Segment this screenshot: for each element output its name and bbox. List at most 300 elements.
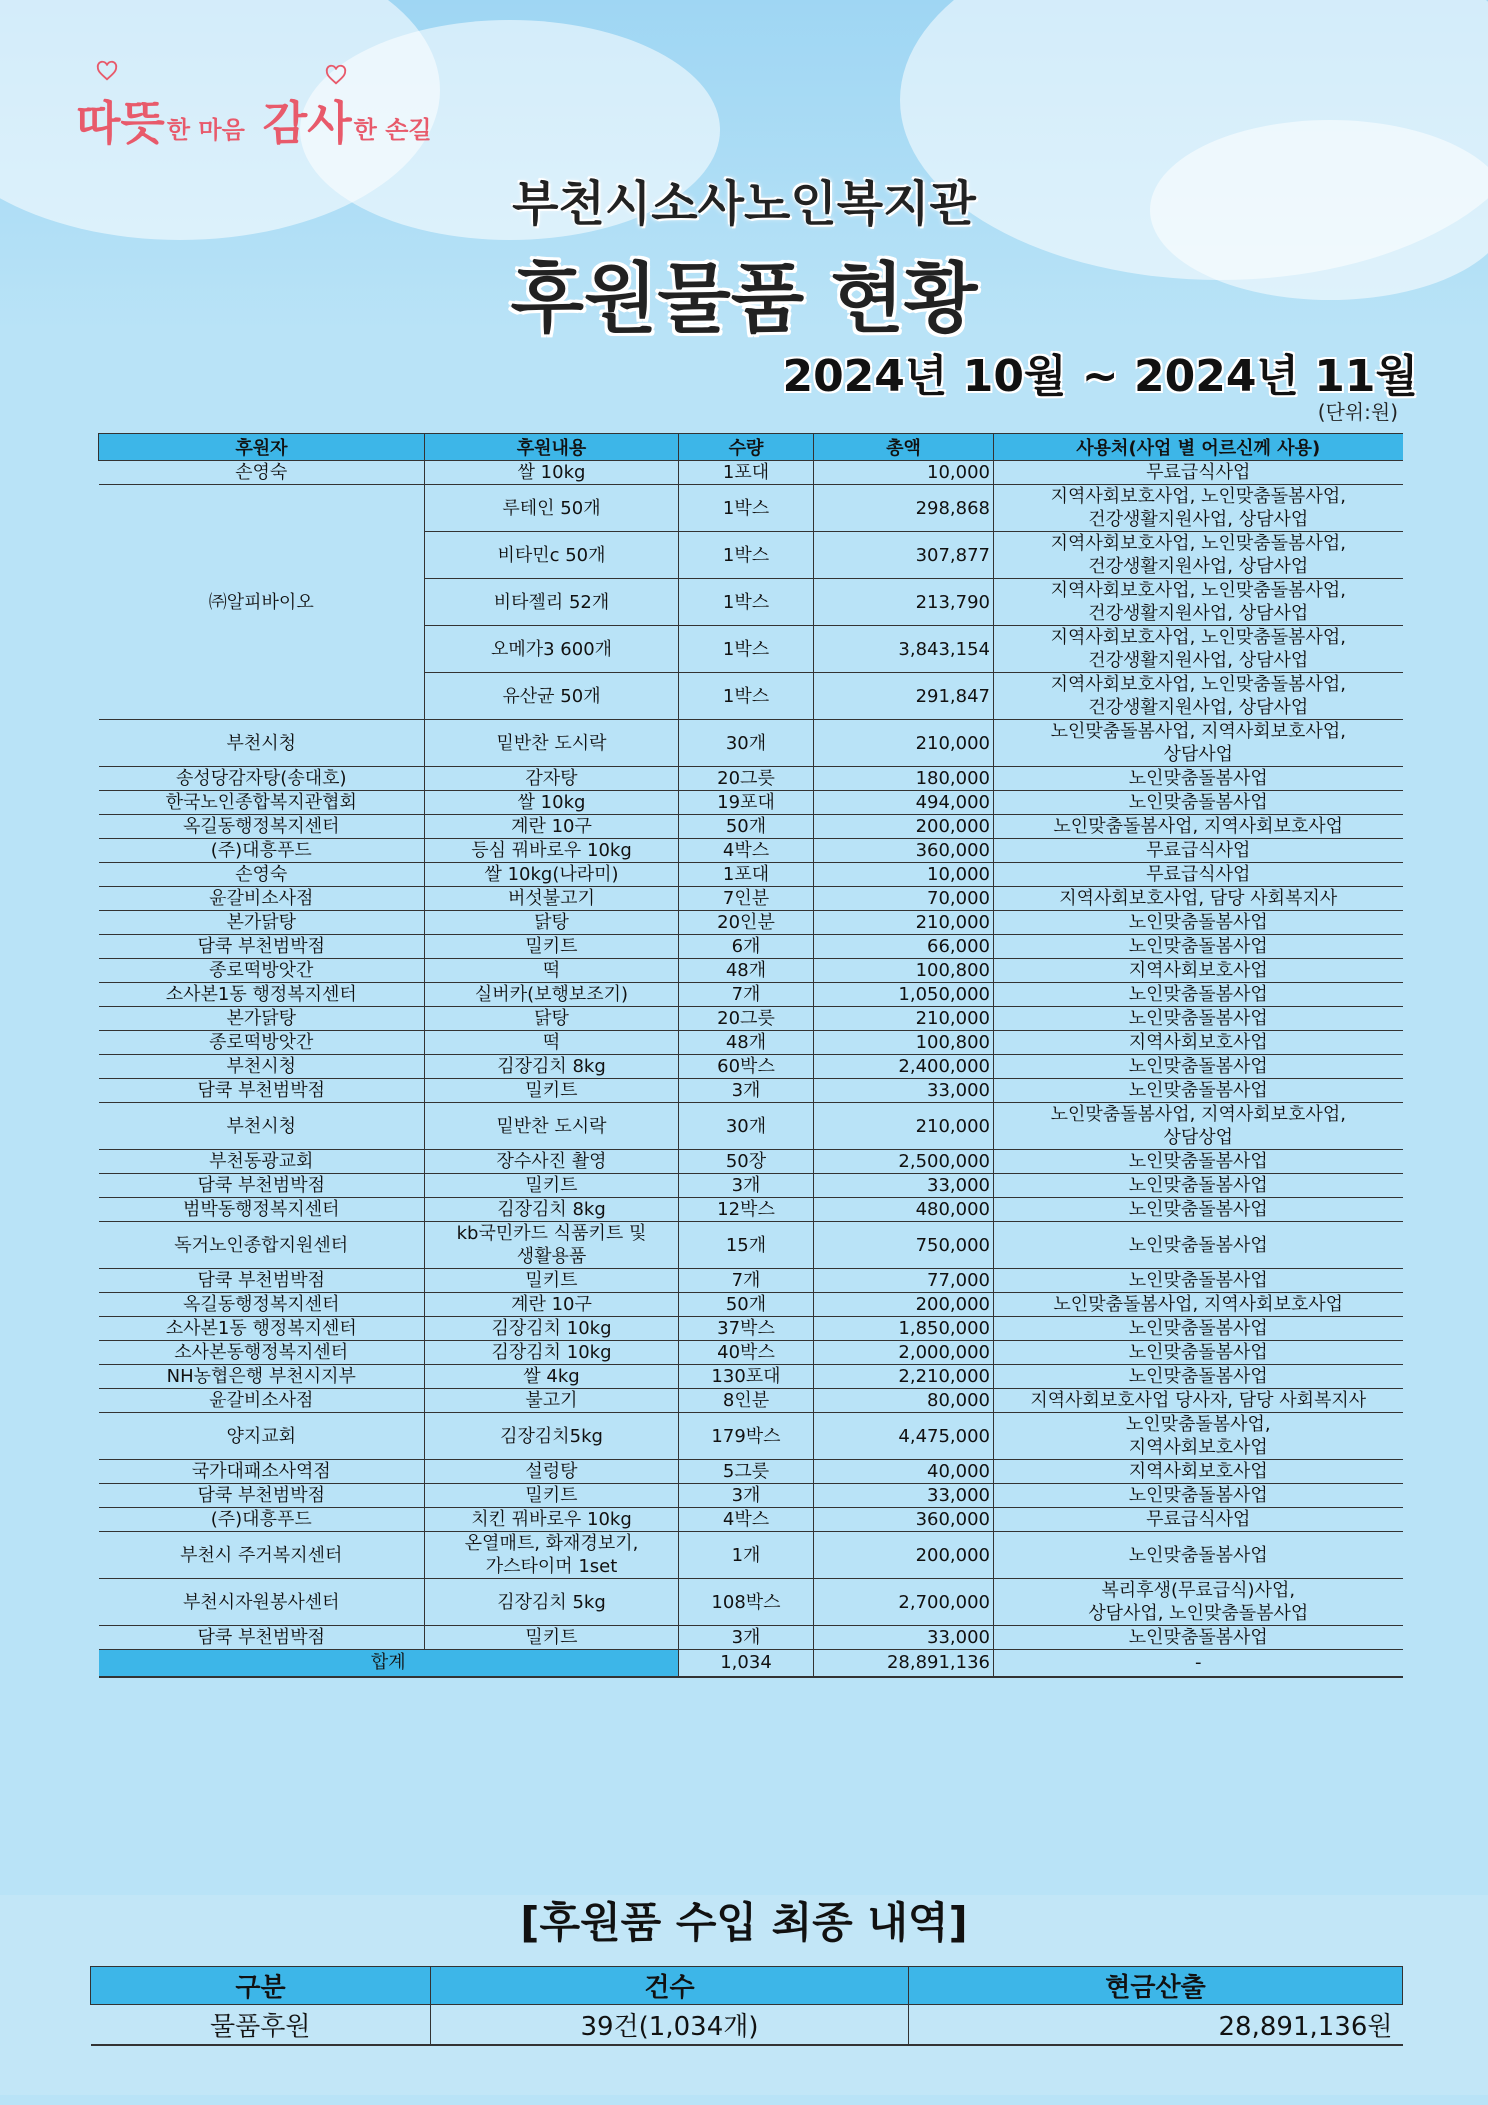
cell-text: 무료급식사업 [1146, 1509, 1251, 1530]
column-header: 현금산출 [909, 1967, 1403, 2005]
qty-cell: 20그릇 [679, 767, 814, 791]
item-cell [425, 767, 679, 791]
cell-text: 노인맞춤돌봄사업, [1125, 1414, 1271, 1435]
cell-text: 노인맞춤돌봄사업 [1128, 984, 1268, 1005]
cell-text: 떡 [542, 960, 561, 981]
cell-text: 쌀 10kg [517, 462, 586, 483]
total-row [99, 1650, 1403, 1678]
cell-text: 지역사회보호사업 [1128, 1461, 1268, 1482]
qty-cell: 8인분 [679, 1389, 814, 1413]
donation-table [98, 433, 1403, 1678]
cell-text: 지역사회보호사업, 노인맞춤돌봄사업, [1050, 627, 1346, 648]
amount-cell: 210,000 [814, 1103, 994, 1150]
qty-cell: 1포대 [679, 863, 814, 887]
usage-cell [994, 983, 1403, 1007]
table-row [99, 1103, 1403, 1150]
item-cell [425, 673, 679, 720]
table-row [99, 1150, 1403, 1174]
qty-cell: 20인분 [679, 911, 814, 935]
usage-cell [994, 1389, 1403, 1413]
item-cell [425, 1222, 679, 1269]
item-cell [425, 1293, 679, 1317]
qty-cell: 1박스 [679, 532, 814, 579]
item-cell [425, 1341, 679, 1365]
usage-cell [994, 1317, 1403, 1341]
total-use: - [994, 1650, 1403, 1678]
amount-cell: 210,000 [814, 911, 994, 935]
usage-cell [994, 791, 1403, 815]
item-cell [425, 1484, 679, 1508]
table-row [99, 839, 1403, 863]
item-cell [425, 959, 679, 983]
cell-text: 김장김치 5kg [497, 1591, 606, 1613]
cell-text: 밀키트 [525, 1080, 578, 1101]
table-row [99, 1007, 1403, 1031]
cell-text: kb국민카드 식품키트 및 [456, 1223, 647, 1244]
cell-text: 노인맞춤돌봄사업 [1128, 1199, 1268, 1220]
table-row [99, 767, 1403, 791]
cell-text: 노인맞춤돌봄사업, 지역사회보호사업 [1053, 816, 1344, 837]
qty-cell: 48개 [679, 1031, 814, 1055]
amount-cell: 2,000,000 [814, 1341, 994, 1365]
item-cell [425, 1317, 679, 1341]
table-row [99, 1484, 1403, 1508]
logo-text: 감사 [262, 96, 352, 150]
item-cell [425, 461, 679, 485]
donor-cell: 부천시청 [99, 720, 425, 767]
cell-text: 노인맞춤돌봄사업 [1128, 1342, 1268, 1363]
qty-cell: 48개 [679, 959, 814, 983]
total-qty: 1,034 [679, 1650, 814, 1678]
cell-text: 버섯불고기 [508, 888, 595, 909]
amount-cell: 100,800 [814, 959, 994, 983]
item-cell [425, 791, 679, 815]
cell-text: 비타젤리 52개 [493, 591, 610, 613]
table-row [99, 1365, 1403, 1389]
qty-cell: 3개 [679, 1174, 814, 1198]
cell-text: 비타민c 50개 [497, 544, 606, 566]
table-row [99, 1341, 1403, 1365]
column-header: 후원자 [99, 434, 425, 461]
qty-cell: 179박스 [679, 1413, 814, 1460]
table-row [99, 911, 1403, 935]
table-row [99, 1198, 1403, 1222]
donor-cell: 국가대패소사역점 [99, 1460, 425, 1484]
cell-text: 실버카(보행보조기) [474, 984, 629, 1005]
qty-cell: 1박스 [679, 626, 814, 673]
table-header-row [99, 434, 1403, 461]
summary-header-row [91, 1967, 1403, 2005]
cell-text: 노인맞춤돌봄사업 [1128, 1318, 1268, 1339]
cell-text: 김장김치 10kg [491, 1342, 612, 1363]
amount-cell: 77,000 [814, 1269, 994, 1293]
qty-cell: 7인분 [679, 887, 814, 911]
column-header: 사용처(사업 별 어르신께 사용) [994, 434, 1403, 461]
qty-cell: 37박스 [679, 1317, 814, 1341]
table-row [99, 1626, 1403, 1650]
cell-text: 노인맞춤돌봄사업 [1128, 912, 1268, 933]
cell-text: 노인맞춤돌봄사업 [1128, 1234, 1268, 1256]
table-row [99, 1031, 1403, 1055]
amount-cell: 213,790 [814, 579, 994, 626]
cell-text: 생활용품 [516, 1246, 587, 1267]
item-cell [425, 839, 679, 863]
logo [76, 66, 436, 150]
cell-text: 밀키트 [525, 1175, 578, 1196]
qty-cell: 7개 [679, 983, 814, 1007]
cell-text: 노인맞춤돌봄사업 [1128, 1175, 1268, 1196]
donor-cell: 종로떡방앗간 [99, 959, 425, 983]
cell-text: 노인맞춤돌봄사업 [1128, 1270, 1268, 1291]
amount-cell: 210,000 [814, 720, 994, 767]
usage-cell [994, 673, 1403, 720]
table-row [99, 1317, 1403, 1341]
qty-cell: 4박스 [679, 1508, 814, 1532]
donor-cell: 종로떡방앗간 [99, 1031, 425, 1055]
donor-cell: 손영숙 [99, 461, 425, 485]
total-label: 합계 [99, 1650, 679, 1678]
usage-cell [994, 1079, 1403, 1103]
cell-text: 무료급식사업 [1146, 840, 1251, 861]
usage-cell [994, 935, 1403, 959]
table-row [99, 1293, 1403, 1317]
item-cell [425, 1269, 679, 1293]
table-row [99, 720, 1403, 767]
donor-cell: ㈜알피바이오 [99, 485, 425, 720]
total-amount: 28,891,136 [814, 1650, 994, 1678]
item-cell [425, 983, 679, 1007]
cell-text: 지역사회보호사업, 노인맞춤돌봄사업, [1050, 674, 1346, 695]
qty-cell: 108박스 [679, 1579, 814, 1626]
usage-cell [994, 461, 1403, 485]
cell-text: 노인맞춤돌봄사업 [1128, 1151, 1268, 1172]
table-row [99, 935, 1403, 959]
cell-text: 유산균 50개 [502, 685, 601, 707]
item-cell [425, 532, 679, 579]
cell-text: 등심 꿔바로우 10kg [471, 840, 632, 861]
usage-cell [994, 720, 1403, 767]
heart-icon [325, 64, 347, 86]
item-cell [425, 485, 679, 532]
usage-cell [994, 532, 1403, 579]
cell-text: 떡 [542, 1032, 561, 1053]
qty-cell: 1박스 [679, 673, 814, 720]
amount-cell: 200,000 [814, 1293, 994, 1317]
cell-text: 설렁탕 [525, 1461, 578, 1482]
logo-text: 한 손길 [353, 116, 432, 144]
usage-cell [994, 1103, 1403, 1150]
cell-text: 무료급식사업 [1146, 864, 1251, 885]
cell-text: 지역사회보호사업 [1128, 960, 1268, 981]
cell-text: 지역사회보호사업 [1128, 1032, 1268, 1053]
table-row [99, 1222, 1403, 1269]
item-cell [425, 1389, 679, 1413]
qty-cell: 30개 [679, 720, 814, 767]
donor-cell: 독거노인종합지원센터 [99, 1222, 425, 1269]
cell-text: 감자탕 [525, 768, 578, 789]
cell-text: 건강생활지원사업, 상담사업 [1088, 650, 1309, 671]
qty-cell: 50개 [679, 1293, 814, 1317]
table-row [99, 959, 1403, 983]
cell-text: 쌀 4kg [523, 1366, 580, 1387]
table-row [99, 1079, 1403, 1103]
usage-cell [994, 1222, 1403, 1269]
usage-cell [994, 1579, 1403, 1626]
cell-text: 장수사진 촬영 [496, 1151, 607, 1172]
amount-cell: 1,050,000 [814, 983, 994, 1007]
cell-text: 지역사회보호사업, 노인맞춤돌봄사업, [1050, 486, 1346, 507]
table-row [99, 1532, 1403, 1579]
amount-cell: 10,000 [814, 863, 994, 887]
cell-text: 지역사회보호사업 [1128, 1437, 1268, 1458]
usage-cell [994, 1150, 1403, 1174]
donor-cell: NH농협은행 부천시지부 [99, 1365, 425, 1389]
qty-cell: 12박스 [679, 1198, 814, 1222]
usage-cell [994, 1460, 1403, 1484]
donor-cell: (주)대흥푸드 [99, 1508, 425, 1532]
usage-cell [994, 1365, 1403, 1389]
donor-cell: 윤갈비소사점 [99, 1389, 425, 1413]
usage-cell [994, 1626, 1403, 1650]
table-row [99, 1460, 1403, 1484]
donor-cell: 담쿡 부천범박점 [99, 935, 425, 959]
amount-cell: 4,475,000 [814, 1413, 994, 1460]
usage-cell [994, 1007, 1403, 1031]
usage-cell [994, 863, 1403, 887]
amount-cell: 480,000 [814, 1198, 994, 1222]
table-row [99, 461, 1403, 485]
cell-text: 쌀 10kg(나라미) [484, 864, 619, 885]
cell-text: 건강생활지원사업, 상담사업 [1088, 509, 1309, 530]
amount-cell: 10,000 [814, 461, 994, 485]
usage-cell [994, 1055, 1403, 1079]
item-cell [425, 887, 679, 911]
column-header: 후원내용 [425, 434, 679, 461]
logo-text: 한 마음 [166, 116, 245, 144]
amount-cell: 307,877 [814, 532, 994, 579]
amount-cell: 33,000 [814, 1626, 994, 1650]
table-row [99, 1174, 1403, 1198]
cell-text: 노인맞춤돌봄사업 [1128, 768, 1268, 789]
item-cell [425, 1007, 679, 1031]
cell-text: 밑반찬 도시락 [496, 732, 607, 754]
usage-cell [994, 1484, 1403, 1508]
amount-cell: 2,500,000 [814, 1150, 994, 1174]
qty-cell: 3개 [679, 1626, 814, 1650]
item-cell [425, 1413, 679, 1460]
qty-cell: 1포대 [679, 461, 814, 485]
cell-text: 노인맞춤돌봄사업 [1128, 1080, 1268, 1101]
usage-cell [994, 1413, 1403, 1460]
cell-text: 상담사업 [1163, 744, 1234, 765]
item-cell [425, 1198, 679, 1222]
item-cell [425, 1508, 679, 1532]
cell-text: 노인맞춤돌봄사업, 지역사회보호사업 [1053, 1294, 1344, 1315]
amount-cell: 80,000 [814, 1389, 994, 1413]
summary-row [91, 2005, 1403, 2046]
qty-cell: 3개 [679, 1484, 814, 1508]
period-label: 2024년 10월 ~ 2024년 11월 [782, 351, 1418, 402]
amount-cell: 33,000 [814, 1174, 994, 1198]
donor-cell: 윤갈비소사점 [99, 887, 425, 911]
usage-cell [994, 1269, 1403, 1293]
usage-cell [994, 1174, 1403, 1198]
qty-cell: 3개 [679, 1079, 814, 1103]
qty-cell: 50장 [679, 1150, 814, 1174]
cell-text: 김장김치 8kg [497, 1056, 606, 1077]
usage-cell [994, 1532, 1403, 1579]
item-cell [425, 1031, 679, 1055]
column-header: 건수 [431, 1967, 909, 2005]
column-header: 총액 [814, 434, 994, 461]
usage-cell [994, 1198, 1403, 1222]
qty-cell: 4박스 [679, 839, 814, 863]
page-title: 후원물품 현황 [510, 254, 978, 343]
donor-cell: 소사본1동 행정복지센터 [99, 983, 425, 1007]
qty-cell: 15개 [679, 1222, 814, 1269]
cell-text: 지역사회보호사업 당사자, 담당 사회복지사 [1030, 1390, 1367, 1411]
amount-cell: 100,800 [814, 1031, 994, 1055]
donor-cell: 송성당감자탕(송대호) [99, 767, 425, 791]
usage-cell [994, 1508, 1403, 1532]
qty-cell: 30개 [679, 1103, 814, 1150]
qty-cell: 130포대 [679, 1365, 814, 1389]
amount-cell: 70,000 [814, 887, 994, 911]
table-row [99, 1413, 1403, 1460]
cell-text: 가스타이머 1set [485, 1556, 618, 1577]
usage-cell [994, 767, 1403, 791]
usage-cell [994, 1031, 1403, 1055]
amount-cell: 291,847 [814, 673, 994, 720]
usage-cell [994, 1341, 1403, 1365]
item-cell [425, 911, 679, 935]
summary-type: 물품후원 [91, 2005, 431, 2046]
usage-cell [994, 485, 1403, 532]
cell-text: 김장김치5kg [500, 1425, 603, 1447]
cell-text: 노인맞춤돌봄사업 [1128, 1627, 1268, 1648]
donor-cell: 소사본동행정복지센터 [99, 1341, 425, 1365]
amount-cell: 2,210,000 [814, 1365, 994, 1389]
table-row [99, 983, 1403, 1007]
item-cell [425, 1174, 679, 1198]
cell-text: 지역사회보호사업, 노인맞춤돌봄사업, [1050, 580, 1346, 601]
cell-text: 노인맞춤돌봄사업, 지역사회보호사업, [1050, 1104, 1346, 1125]
table-row [99, 1055, 1403, 1079]
item-cell [425, 1055, 679, 1079]
item-cell [425, 815, 679, 839]
cell-text: 불고기 [525, 1390, 578, 1411]
amount-cell: 1,850,000 [814, 1317, 994, 1341]
unit-label: (단위:원) [1317, 400, 1398, 424]
item-cell [425, 1532, 679, 1579]
amount-cell: 750,000 [814, 1222, 994, 1269]
item-cell [425, 579, 679, 626]
donor-cell: 부천시 주거복지센터 [99, 1532, 425, 1579]
cell-text: 김장김치 8kg [497, 1199, 606, 1220]
heart-icon [96, 60, 118, 82]
qty-cell: 19포대 [679, 791, 814, 815]
cell-text: 밀키트 [525, 1627, 578, 1648]
qty-cell: 7개 [679, 1269, 814, 1293]
donor-cell: 범박동행정복지센터 [99, 1198, 425, 1222]
qty-cell: 20그릇 [679, 1007, 814, 1031]
table-row [99, 1579, 1403, 1626]
usage-cell [994, 626, 1403, 673]
summary-table [90, 1966, 1403, 2046]
table-row [99, 815, 1403, 839]
cell-text: 건강생활지원사업, 상담사업 [1088, 603, 1309, 624]
qty-cell: 50개 [679, 815, 814, 839]
amount-cell: 2,400,000 [814, 1055, 994, 1079]
donor-cell: 한국노인종합복지관협회 [99, 791, 425, 815]
item-cell [425, 1079, 679, 1103]
summary-amount: 28,891,136원 [909, 2005, 1403, 2046]
amount-cell: 360,000 [814, 1508, 994, 1532]
qty-cell: 6개 [679, 935, 814, 959]
item-cell [425, 935, 679, 959]
cell-text: 닭탕 [534, 1008, 569, 1029]
cell-text: 루테인 50개 [502, 497, 601, 519]
donor-cell: 담쿡 부천범박점 [99, 1484, 425, 1508]
usage-cell [994, 959, 1403, 983]
usage-cell [994, 579, 1403, 626]
amount-cell: 33,000 [814, 1484, 994, 1508]
cell-text: 무료급식사업 [1146, 462, 1251, 483]
item-cell [425, 1579, 679, 1626]
donor-cell: 본가닭탕 [99, 911, 425, 935]
cell-text: 노인맞춤돌봄사업 [1128, 1485, 1268, 1506]
donor-cell: 소사본1동 행정복지센터 [99, 1317, 425, 1341]
item-cell [425, 720, 679, 767]
cell-text: 오메가3 600개 [490, 638, 613, 660]
summary-count: 39건(1,034개) [431, 2005, 909, 2046]
usage-cell [994, 839, 1403, 863]
table-row [99, 887, 1403, 911]
qty-cell: 5그릇 [679, 1460, 814, 1484]
cell-text: 계란 10구 [511, 1294, 592, 1315]
table-row [99, 485, 1403, 532]
qty-cell: 1개 [679, 1532, 814, 1579]
table-row [99, 863, 1403, 887]
amount-cell: 66,000 [814, 935, 994, 959]
donor-cell: 손영숙 [99, 863, 425, 887]
cell-text: 밑반찬 도시락 [496, 1115, 607, 1137]
cell-text: 상담사업, 노인맞춤돌봄사업 [1088, 1603, 1309, 1624]
donor-cell: 부천시자원봉사센터 [99, 1579, 425, 1626]
amount-cell: 494,000 [814, 791, 994, 815]
cell-text: 지역사회보호사업, 노인맞춤돌봄사업, [1050, 533, 1346, 554]
usage-cell [994, 815, 1403, 839]
item-cell [425, 1626, 679, 1650]
donor-cell: 담쿡 부천범박점 [99, 1174, 425, 1198]
cell-text: 지역사회보호사업, 담당 사회복지사 [1059, 888, 1338, 909]
column-header: 구분 [91, 1967, 431, 2005]
donor-cell: 담쿡 부천범박점 [99, 1079, 425, 1103]
cell-text: 온열매트, 화재경보기, [464, 1533, 639, 1554]
cell-text: 복리후생(무료급식)사업, [1101, 1580, 1296, 1601]
cell-text: 김장김치 10kg [491, 1318, 612, 1339]
donor-cell: 부천시청 [99, 1103, 425, 1150]
cell-text: 쌀 10kg [517, 792, 586, 813]
amount-cell: 360,000 [814, 839, 994, 863]
item-cell [425, 626, 679, 673]
amount-cell: 2,700,000 [814, 1579, 994, 1626]
cell-text: 노인맞춤돌봄사업 [1128, 792, 1268, 813]
item-cell [425, 863, 679, 887]
donor-cell: 본가닭탕 [99, 1007, 425, 1031]
item-cell [425, 1460, 679, 1484]
cell-text: 상담상업 [1163, 1127, 1234, 1148]
